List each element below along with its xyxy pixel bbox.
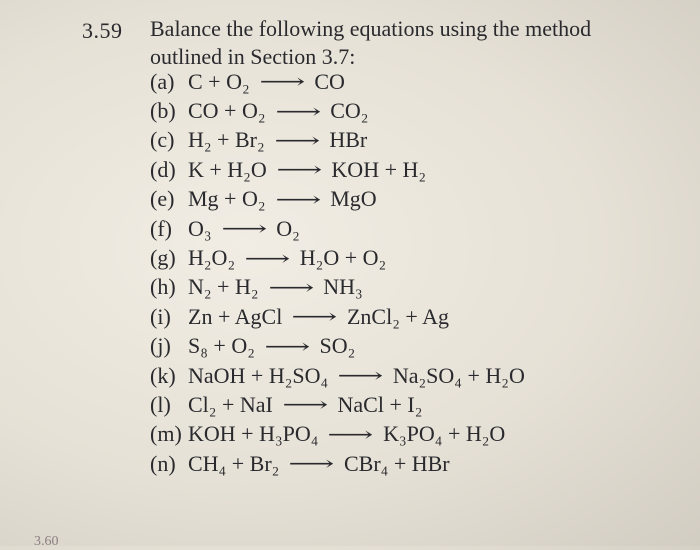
equation-row — [150, 361, 525, 390]
equation-reactants: Cl₂ + NaI — [188, 391, 273, 417]
reaction-arrow: ⟶ — [291, 306, 338, 329]
next-problem-number-fragment: 3.60 — [34, 534, 59, 549]
equation-products: O₂ — [276, 215, 300, 241]
equation-label: (k) — [150, 362, 176, 388]
reaction-arrow: ⟶ — [244, 247, 291, 270]
equation-label: (b) — [150, 98, 176, 124]
equation-reactants: CO + O₂ — [188, 98, 266, 124]
equation-row — [150, 390, 525, 419]
reaction-arrow: ⟶ — [259, 71, 305, 94]
equation-products: SO₂ — [319, 333, 356, 359]
equation-row — [150, 302, 525, 331]
problem-title-line-1: Balance the following equations using the method — [150, 16, 592, 41]
reaction-arrow: ⟶ — [267, 276, 314, 299]
equation-row — [150, 67, 525, 96]
equation-reactants: H₂O₂ — [188, 245, 236, 271]
reaction-arrow: ⟶ — [264, 335, 311, 358]
equation-row — [150, 96, 525, 125]
reaction-arrow: ⟶ — [288, 453, 335, 476]
equation-reactants: Zn + AgCl — [188, 303, 283, 329]
equation-row — [150, 420, 525, 449]
equation-products: H₂O + O₂ — [299, 245, 387, 271]
equation-label: (m) — [150, 421, 182, 447]
equation-products: K₃PO₄ + H₂O — [383, 421, 506, 447]
equation-label: (e) — [150, 186, 175, 212]
equation-row — [150, 273, 525, 302]
equation-label: (l) — [150, 391, 171, 417]
equation-products: HBr — [329, 127, 368, 153]
equation-products: MgO — [330, 186, 377, 212]
problem-title-line-2: outlined in Section 3.7: — [150, 44, 356, 69]
equation-row — [150, 243, 525, 272]
equation-row — [150, 126, 525, 155]
reaction-arrow: ⟶ — [274, 188, 321, 211]
equation-row — [150, 332, 525, 361]
reaction-arrow: ⟶ — [327, 423, 374, 446]
equation-reactants: S₈ + O₂ — [188, 333, 255, 359]
equation-label: (g) — [150, 245, 176, 271]
equation-label: (c) — [150, 127, 175, 153]
equation-label: (f) — [150, 215, 172, 241]
equation-label: (d) — [150, 156, 176, 182]
equation-products: ZnCl₂ + Ag — [346, 303, 449, 329]
equation-reactants: H₂ + Br₂ — [188, 127, 265, 153]
equation-reactants: O₃ — [188, 215, 212, 241]
equation-label: (n) — [150, 450, 176, 476]
equation-reactants: K + H₂O — [188, 156, 267, 182]
equation-label: (j) — [150, 333, 171, 359]
equation-reactants: CH₄ + Br₂ — [188, 450, 280, 476]
reaction-arrow: ⟶ — [282, 394, 329, 417]
equation-reactants: NaOH + H₂SO₄ — [188, 362, 329, 388]
reaction-arrow: ⟶ — [276, 159, 323, 182]
equation-list — [150, 67, 525, 478]
equation-products: Na₂SO₄ + H₂O — [392, 362, 525, 388]
equation-reactants: C + O₂ — [188, 68, 250, 94]
equation-products: CO — [314, 68, 345, 94]
equation-row — [150, 155, 525, 184]
reaction-arrow: ⟶ — [274, 129, 320, 152]
equation-row — [150, 449, 525, 478]
equation-label: (a) — [150, 68, 175, 94]
equation-row — [150, 214, 525, 243]
equation-reactants: N₂ + H₂ — [188, 274, 259, 300]
reaction-arrow: ⟶ — [220, 218, 267, 241]
equation-reactants: Mg + O₂ — [188, 186, 266, 212]
reaction-arrow: ⟶ — [337, 365, 384, 388]
equation-products: CO₂ — [330, 98, 369, 124]
equation-products: NH₃ — [323, 274, 363, 300]
equation-row — [150, 185, 525, 214]
equation-products: KOH + H₂ — [331, 156, 427, 182]
equation-label: (i) — [150, 303, 171, 329]
problem-number: 3.59 — [82, 18, 123, 43]
equation-label: (h) — [150, 274, 176, 300]
equation-products: NaCl + I₂ — [337, 391, 423, 417]
equation-products: CBr₄ + HBr — [343, 450, 450, 476]
reaction-arrow: ⟶ — [274, 100, 321, 123]
equation-reactants: KOH + H₃PO₄ — [188, 421, 319, 447]
